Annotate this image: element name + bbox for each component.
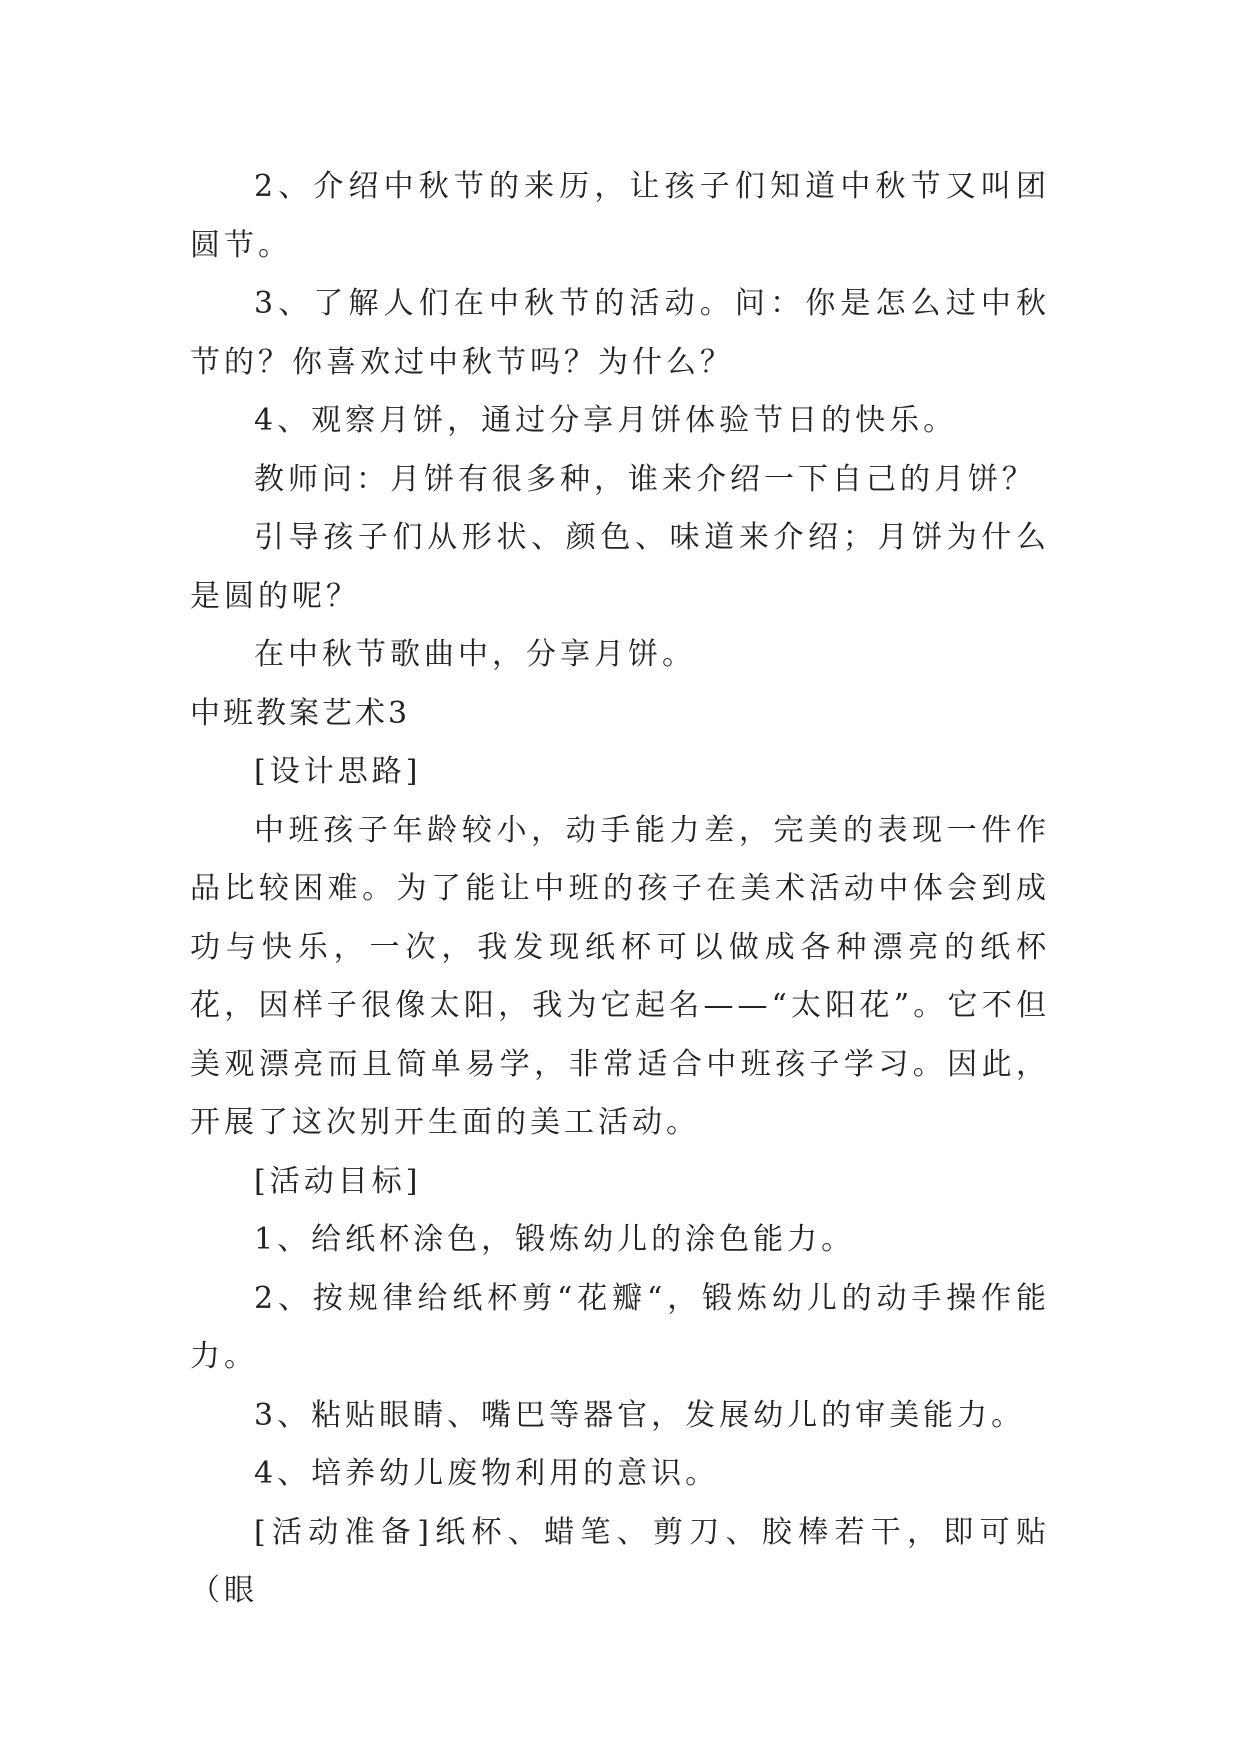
paragraph-guide-children: 引导孩子们从形状、颜色、味道来介绍；月饼为什么是圆的呢？ [190, 520, 1050, 614]
paragraph-share-mooncake: 在中秋节歌曲中，分享月饼。 [254, 637, 696, 672]
paragraph-activity-preparation: [活动准备]纸杯、蜡笔、剪刀、胶棒若干，即可贴（眼 [190, 1514, 1050, 1608]
label-design-idea: [设计思路] [254, 754, 422, 789]
paragraph-design-idea: 中班孩子年龄较小，动手能力差，完美的表现一件作品比较困难。为了能让中班的孩子在美术活动中体会到成功与快乐，一次，我发现纸杯可以做成各种漂亮的纸杯花，因样子很像太阳，我为它起名——“太阳花”。它不但美观漂亮而且简单易学，非常适合中班孩子学习。因此，开展了这次别开生面的美工活动。 [190, 812, 1050, 1140]
section-heading: 中班教案艺术3 [190, 695, 411, 731]
goal-item-4: 4、培养幼儿废物利用的意识。 [254, 1456, 720, 1491]
paragraph-festival-activities: 3、了解人们在中秋节的活动。问：你是怎么过中秋节的？你喜欢过中秋节吗？为什么？ [190, 286, 1050, 380]
paragraph-observe-mooncake: 4、观察月饼，通过分享月饼体验节日的快乐。 [254, 403, 958, 438]
label-activity-goals: [活动目标] [254, 1163, 422, 1199]
goal-item-1: 1、给纸杯涂色，锻炼幼儿的涂色能力。 [254, 1222, 856, 1257]
paragraph-teacher-question: 教师问：月饼有很多种，谁来介绍一下自己的月饼？ [254, 461, 1036, 497]
goal-item-3: 3、粘贴眼睛、嘴巴等器官，发展幼儿的审美能力。 [254, 1397, 1026, 1433]
goal-item-2: 2、按规律给纸杯剪“花瓣“，锻炼幼儿的动手操作能力。 [190, 1280, 1050, 1374]
paragraph-festival-origin: 2、介绍中秋节的来历，让孩子们知道中秋节又叫团圆节。 [190, 169, 1050, 263]
document-body [190, 158, 1050, 1621]
